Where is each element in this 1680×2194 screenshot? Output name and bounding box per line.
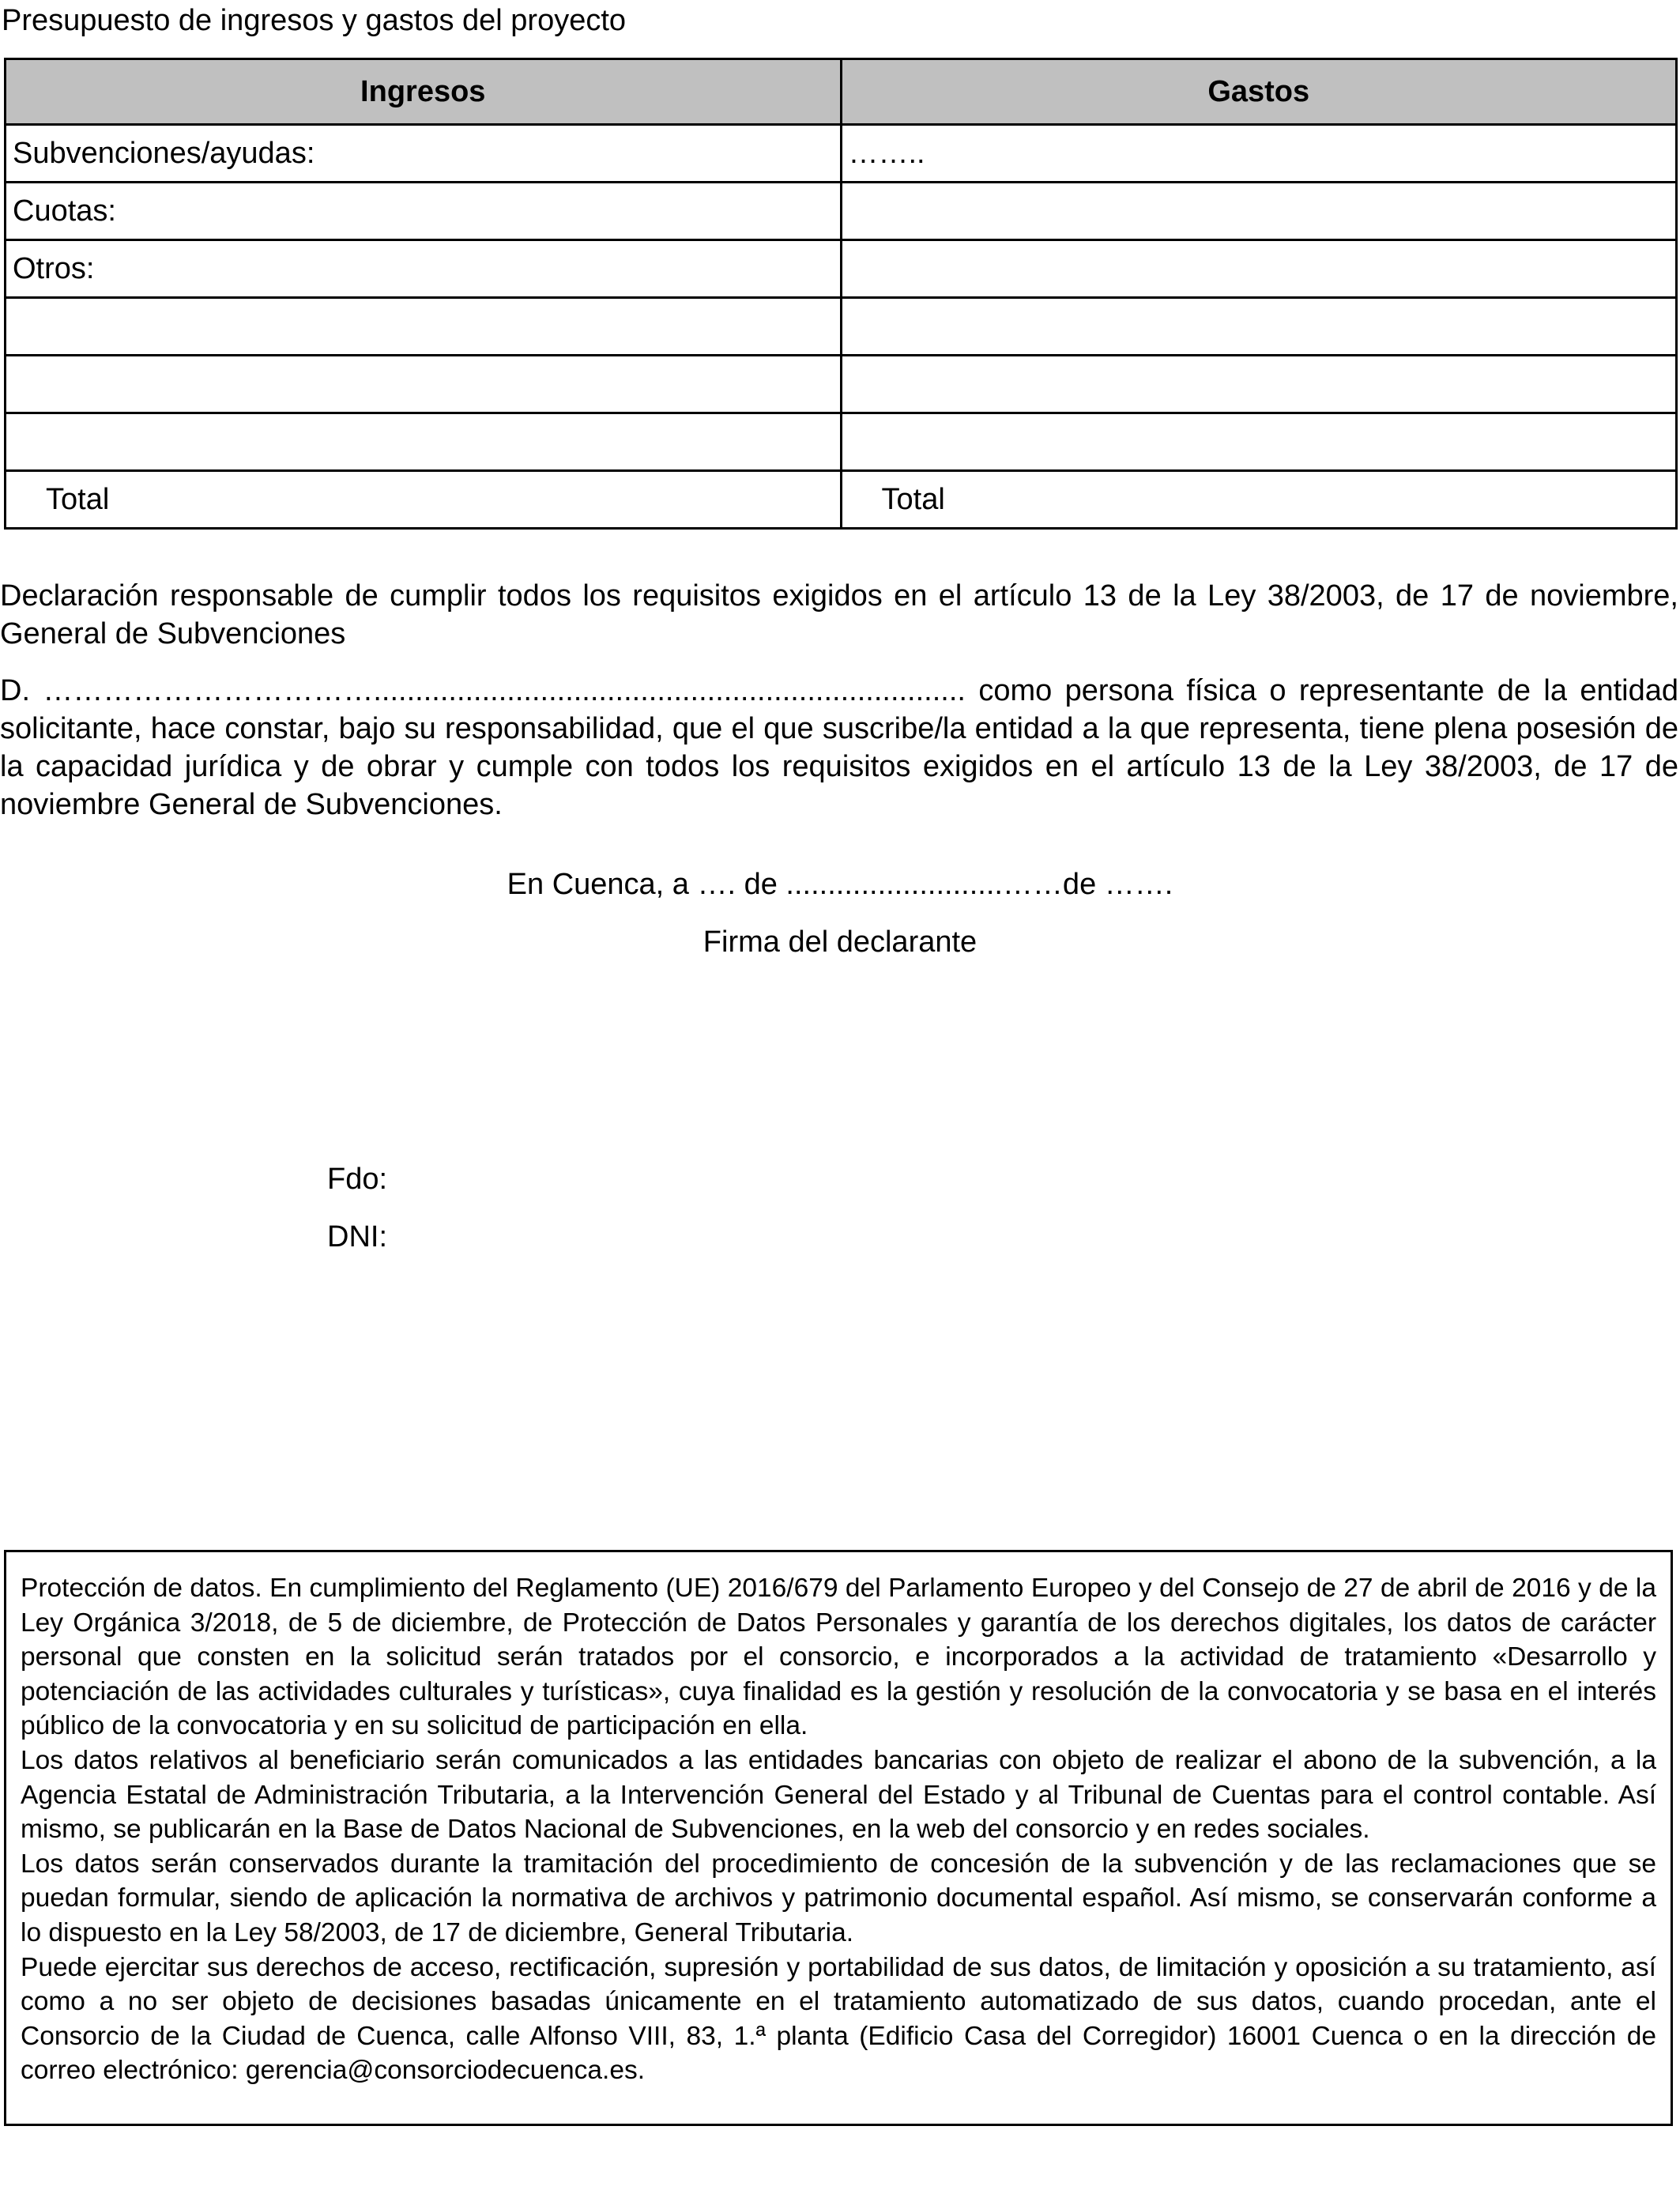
income-cell: Otros: xyxy=(6,240,842,298)
income-total-cell: Total xyxy=(6,471,842,529)
expenses-total-cell: Total xyxy=(841,471,1677,529)
declaration-title: Declaración responsable de cumplir todos los requisitos exigidos en el artículo 13 de la Ley 38/2003, de 17 de noviembre, General de Subvenciones xyxy=(0,579,1678,650)
fdo-label: Fdo: xyxy=(327,1163,388,1196)
income-header: Ingresos xyxy=(6,59,842,125)
budget-table xyxy=(4,58,1678,530)
expenses-cell xyxy=(841,298,1677,356)
budget-row xyxy=(6,413,1677,471)
expenses-cell xyxy=(841,413,1677,471)
budget-row xyxy=(6,298,1677,356)
budget-row xyxy=(6,356,1677,413)
expenses-header: Gastos xyxy=(841,59,1677,125)
signature-caption: Firma del declarante xyxy=(703,925,977,959)
budget-row xyxy=(6,240,1677,298)
declaration-body: D. ……………………………....................................................................... como persona física o representante de la entidad solicitante, hace constar, bajo su responsabilidad, que el que suscribe/la entidad a la que representa, tiene plena posesión de la capacidad jurídica y de obrar y cumple con todos los requisitos exigidos en el artículo 13 de la Ley 38/2003, de 17 de noviembre General de Subvenciones. xyxy=(0,674,1678,821)
income-cell xyxy=(6,298,842,356)
expenses-cell xyxy=(841,240,1677,298)
data-protection-notice xyxy=(4,1550,1673,2126)
dni-label: DNI: xyxy=(327,1220,387,1253)
budget-row xyxy=(6,125,1677,183)
budget-header-row xyxy=(6,59,1677,125)
expenses-cell xyxy=(841,183,1677,240)
expenses-cell xyxy=(841,356,1677,413)
income-cell: Cuotas: xyxy=(6,183,842,240)
budget-row xyxy=(6,183,1677,240)
privacy-paragraph: Protección de datos. En cumplimiento del Reglamento (UE) 2016/679 del Parlamento Europeo y del Consejo de 27 de abril de 2016 y de la Ley Orgánica 3/2018, de 5 de diciembre, de Protección de Datos Personales y garantía de los derechos digitales, los datos de carácter personal que consten en la solicitud serán tratados por el consorcio, e incorporados a la actividad de tratamiento «Desarrollo y potenciación de las actividades culturales y turísticas», cuya finalidad es la gestión y resolución de la convocatoria y se basa en el interés público de la convocatoria y en su solicitud de participación en ella. xyxy=(21,1574,1656,1741)
place-date-line: En Cuenca, a …. de ..........................……de ……. xyxy=(507,868,1173,901)
budget-total-row xyxy=(6,471,1677,529)
expenses-cell: …….. xyxy=(841,125,1677,183)
budget-title: Presupuesto de ingresos y gastos del proyecto xyxy=(2,4,627,37)
privacy-paragraph: Los datos relativos al beneficiario serán comunicados a las entidades bancarias con objeto de realizar el abono de la subvención, a la Agencia Estatal de Administración Tributaria, a la Intervención General del Estado y al Tribunal de Cuentas para el control contable. Así mismo, se publicarán en la Base de Datos Nacional de Subvenciones, en la web del consorcio y en redes sociales. xyxy=(21,1745,1656,1845)
budget-rows xyxy=(6,125,1677,529)
income-cell: Subvenciones/ayudas: xyxy=(6,125,842,183)
privacy-paragraph: Los datos serán conservados durante la tramitación del procedimiento de concesión de la subvención y de las reclamaciones que se puedan formular, siendo de aplicación la normativa de archivos y patrimonio documental español. Así mismo, se conservarán conforme a lo dispuesto en la Ley 58/2003, de 17 de diciembre, General Tributaria. xyxy=(21,1849,1656,1947)
income-cell xyxy=(6,356,842,413)
income-cell xyxy=(6,413,842,471)
privacy-paragraph: Puede ejercitar sus derechos de acceso, rectificación, supresión y portabilidad de sus datos, de limitación y oposición a su tratamiento, así como a no ser objeto de decisiones basadas únicamente en el tratamiento automatizado de sus datos, cuando procedan, ante el Consorcio de la Ciudad de Cuenca, calle Alfonso VIII, 83, 1.ª planta (Edificio Casa del Corregidor) 16001 Cuenca o en la dirección de correo electrónico: gerencia@consorciodecuenca.es. xyxy=(21,1952,1656,2086)
